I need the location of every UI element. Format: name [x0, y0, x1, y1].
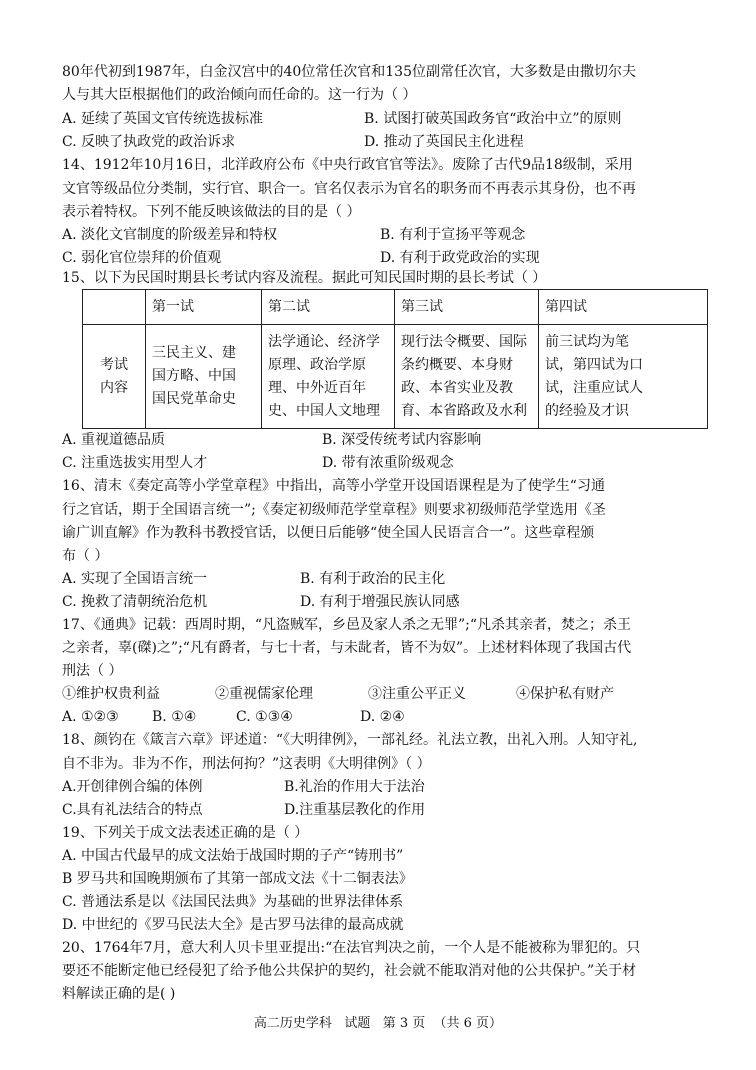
- table-header: 第四试: [539, 290, 708, 325]
- cell-line: 原理、政治学原: [268, 356, 366, 373]
- text-line: 文官等级品位分类制，实行官、职合一。官名仅表示为官名的职务而不再表示其身份，也不再: [62, 181, 636, 197]
- option-a: A. 中国古代最早的成文法始于战国时期的子产“铸刑书”: [62, 848, 404, 864]
- cell-line: 现行法令概要、国际: [401, 333, 527, 350]
- table-header: 第一试: [146, 290, 262, 325]
- cell-line: 国方略、中国: [152, 368, 236, 384]
- exam-table: [82, 289, 708, 429]
- text-line: 料解读正确的是( ): [62, 986, 176, 1002]
- row-label-line: 内容: [100, 379, 128, 396]
- cell-line: 的经验及才识: [545, 402, 629, 419]
- question-15: 15、以下为民国时期县长考试内容及流程。据此可知民国时期的县长考试（ ）: [62, 270, 547, 286]
- cell-line: 三民主义、建: [152, 345, 236, 361]
- option-d: D. 推动了英国民主化进程: [364, 134, 524, 150]
- cell-line: 育、本省路政及水利: [401, 402, 527, 419]
- question-14: 14、1912年10月16日，北洋政府公布《中央行政官官等法》。废除了古代9品18级制，采用: [62, 157, 633, 173]
- option-a: A.开创律例合编的体例: [62, 779, 203, 795]
- text-line: 谕广训直解》作为教科书教授官话，以便日后能够“使全国人民语言合一”。这些章程颁: [62, 525, 595, 541]
- option-b: B. 有利于宣扬平等观念: [380, 227, 526, 243]
- text-line: 布（ ）: [62, 548, 109, 564]
- item-4: ④保护私有财产: [516, 686, 614, 702]
- option-c: C.具有礼法结合的特点: [62, 802, 203, 818]
- row-label-line: 考试: [100, 356, 128, 373]
- question-16: 16、清末《奏定高等小学堂章程》中指出，高等小学堂开设国语课程是为了使学生“习通: [62, 478, 605, 494]
- cell-line: 国民党革命史: [152, 391, 236, 407]
- text-line: 行之官话，期于全国语言统一”;《奏定初级师范学堂章程》则要求初级师范学堂选用《圣: [62, 502, 606, 518]
- option-b: B. ①④: [152, 709, 197, 725]
- question-20: 20、1764年7月，意大利人贝卡里亚提出:“在法官判决之前，一个人是不能被称为罪犯的。只: [62, 940, 641, 956]
- cell-line: 试，注重应试人: [545, 379, 643, 396]
- cell-line: 史、中国人文地理: [268, 402, 380, 419]
- option-c: C. 弱化官位崇拜的价值观: [62, 250, 222, 266]
- option-a: A. 实现了全国语言统一: [62, 571, 208, 587]
- question-19: 19、下列关于成文法表述正确的是（ ）: [62, 825, 309, 841]
- option-d: D. ②④: [360, 709, 405, 725]
- table-cell: [539, 325, 708, 429]
- option-b: B. 有利于政治的民主化: [300, 571, 446, 587]
- cell-line: 理、中外近百年: [268, 379, 366, 396]
- cell-line: 法学通论、经济学: [268, 333, 380, 350]
- cell-line: 前三试均为笔: [545, 333, 629, 350]
- option-b: B. 深受传统考试内容影响: [322, 432, 482, 448]
- option-c: C. 普通法系是以《法国民法典》为基础的世界法律体系: [62, 894, 404, 910]
- table-corner: [83, 290, 146, 325]
- question-18: 18、颜钧在《箴言六章》评述道：“《大明律例》，一部礼经。礼法立教，出礼入刑。人知守礼,: [62, 732, 638, 748]
- option-c: C. 注重选拔实用型人才: [62, 455, 208, 471]
- option-c: C. 挽救了清朝统治危机: [62, 594, 208, 610]
- cell-line: 试，第四试为口: [545, 356, 643, 373]
- option-d: D. 中世纪的《罗马民法大全》是古罗马法律的最高成就: [62, 917, 404, 933]
- table-cell: [395, 325, 539, 429]
- question-17: 17、《通典》记载：西周时期，“凡盗贼军，乡邑及家人杀之无罪”;“凡杀其亲者，焚之；杀王: [62, 617, 632, 633]
- cell-line: 政、本省实业及教: [401, 379, 513, 396]
- option-b: B.礼治的作用大于法治: [284, 779, 425, 795]
- text-line: 80年代初到1987年，白金汉宫中的40位常任次官和135位副常任次官，大多数是由撒切尔夫: [62, 64, 636, 80]
- option-a: A. 淡化文官制度的阶级差异和特权: [62, 227, 278, 243]
- table-header: 第三试: [395, 290, 539, 325]
- text-line: 表示着特权。下列不能反映该做法的目的是（ ）: [62, 204, 361, 220]
- option-a: A. 延续了英国文官传统选拔标准: [62, 111, 264, 127]
- option-d: D. 带有浓重阶级观念: [322, 455, 454, 471]
- option-d: D. 有利于增强民族认同感: [300, 594, 460, 610]
- option-d: D.注重基层教化的作用: [284, 802, 426, 818]
- cell-line: 条约概要、本身财: [401, 356, 513, 373]
- option-a: A. ①②③: [62, 709, 119, 725]
- item-2: ②重视儒家伦理: [215, 686, 313, 702]
- text-line: 人与其大臣根据他们的政治倾向而任命的。这一行为（ ）: [62, 87, 417, 103]
- option-d: D. 有利于政党政治的实现: [380, 250, 540, 266]
- table-cell: [146, 325, 262, 429]
- option-c: C. 反映了执政党的政治诉求: [62, 134, 236, 150]
- text-line: 自不非为。非为不作，刑法何拘？”这表明《大明律例》（ ）: [62, 756, 431, 772]
- item-1: ①维护权贵利益: [62, 686, 160, 702]
- table-cell: [262, 325, 395, 429]
- table-row-label: [83, 325, 146, 429]
- option-b: B 罗马共和国晚期颁布了其第一部成文法《十二铜表法》: [62, 871, 413, 887]
- item-3: ③注重公平正义: [368, 686, 466, 702]
- text-line: 之亲者，辜(磔)之”;“凡有爵者，与七十者，与未龀者，皆不为奴”。上述材料体现了我国古代: [62, 640, 632, 656]
- option-c: C. ①③④: [236, 709, 293, 725]
- text-line: 要还不能断定他已经侵犯了给予他公共保护的契约，社会就不能取消对他的公共保护。”关于材: [62, 963, 637, 979]
- text-line: 刑法（ ）: [62, 663, 123, 679]
- page-footer: 高二历史学科 试题 第 3 页 （共 6 页）: [253, 1016, 503, 1031]
- option-b: B. 试图打破英国政务官“政治中立”的原则: [364, 111, 622, 127]
- option-a: A. 重视道德品质: [62, 432, 166, 448]
- table-header: 第二试: [262, 290, 395, 325]
